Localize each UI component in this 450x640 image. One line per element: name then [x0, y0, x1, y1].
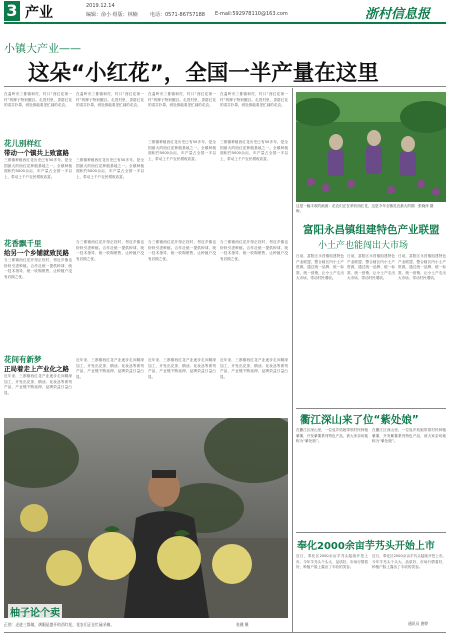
top-photo-author: 张晓萍 摄: [418, 204, 434, 208]
right1-body-col3: 日前，富阳区永昌镇组建特色产业联盟，整合辖区内小土产资源，通过统一品牌、统一标准、统一营销，让小土产走出大市场，带动村民增收。: [398, 254, 446, 281]
lead-intro-col3: 在温岭市三都镇和村，村口“西红花第一村”的牌子特别醒目。走进村里，香甜红花的清芬扑鼻，到处都能看见忙碌的花农。: [148, 92, 216, 108]
page-number: 3: [4, 1, 20, 21]
sub2-body-col4: 当三都镇西红花开得正旺时，邻近乡镇也纷纷引进种植。合作社统一提供种球、统一技术指导、统一收购销售，让种植户没有后顾之忧。: [220, 240, 288, 261]
right1-subtitle: 小土产也能闯出大市场: [318, 241, 409, 251]
header-phone: 电话：0571-86757188: [150, 12, 205, 18]
lead-headline: 这朵“小红花”，全国一半产量在这里: [28, 61, 379, 86]
sub3-body-col2: 近年来，三都镇西红花产业逐步走向精深加工，开发出花茶、精油、化妆品等系列产品，产业链不断延伸，品牌效益日益凸显。: [76, 358, 144, 379]
sub1-body-col3: 三都镇种植西红花历史已有50多年，是全国最大的西红花种植基地之一。全镇种植面积约5000余亩，年产量占全国一半以上，带动上千户农民增收致富。: [148, 140, 216, 161]
sub2-kicker: 花香飘千里: [4, 239, 42, 248]
sub1-kicker: 花儿别样红: [4, 139, 42, 148]
right1-body-col2: 日前，富阳区永昌镇组建特色产业联盟，整合辖区内小土产资源，通过统一品牌、统一标准、统一营销，让小土产走出大市场，带动村民增收。: [347, 254, 395, 281]
sub2-body-col1: 当三都镇西红花开得正旺时，邻近乡镇也纷纷引进种植。合作社统一提供种球、统一技术指导、统一收购销售，让种植户没有后顾之忧。: [4, 258, 72, 279]
header: [0, 0, 450, 22]
headline-divider: [4, 86, 446, 87]
sub3-body-col4: 近年来，三都镇西红花产业逐步走向精深加工，开发出花茶、精油、化妆品等系列产品，产业链不断延伸，品牌效益日益凸显。: [220, 358, 288, 379]
sub1-title: 带动一个镇共上致富路: [4, 149, 69, 157]
right3-body-col2: 近日，奉化区2000余亩芋艿头陆续开挖上市。今年芋艿头个头大、品质好，市场行情看好，种植户脸上露出了丰收的笑容。: [372, 554, 446, 570]
right3-body-col1: 近日，奉化区2000余亩芋艿头陆续开挖上市。今年芋艿头个头大、品质好，市场行情看好，种植户脸上露出了丰收的笑容。: [296, 554, 368, 570]
right3-title: 奉化2000余亩芋艿头开始上市: [297, 541, 435, 552]
sub3-body-col3: 近年来，三都镇西红花产业逐步走向精深加工，开发出花茶、精油、化妆品等系列产品，产业链不断延伸，品牌效益日益凸显。: [148, 358, 216, 379]
right2-body-col1: 在衢江区深山里，一位返乡姑娘带领村民种植紫薯，开发紫薯系列特色产品，被大家亲切地称为“紫处娘”。: [296, 428, 368, 444]
sub1-body-col4: 三都镇种植西红花历史已有50多年，是全国最大的西红花种植基地之一。全镇种植面积约5000余亩，年产量占全国一半以上，带动上千户农民增收致富。: [220, 140, 288, 161]
lead-intro-col2: 在温岭市三都镇和村，村口“西红花第一村”的牌子特别醒目。走进村里，香甜红花的清芬扑鼻，到处都能看见忙碌的花农。: [76, 92, 144, 108]
sub1-body-col2: 三都镇种植西红花历史已有50多年，是全国最大的西红花种植基地之一。全镇种植面积约5000余亩，年产量占全国一半以上，带动上千户农民增收致富。: [76, 158, 144, 179]
right3-rule: [296, 532, 446, 533]
right1-title: 富阳永昌镇组建特色产业联盟: [303, 224, 440, 236]
masthead-logo: 浙村信息报: [365, 7, 431, 22]
sub2-body-col2: 当三都镇西红花开得正旺时，邻近乡镇也纷纷引进种植。合作社统一提供种球、统一技术指导、统一收购销售，让种植户没有后顾之忧。: [76, 240, 144, 261]
lead-kicker: 小镇大产业——: [4, 42, 81, 55]
sub3-body-col1: 近年来，三都镇西红花产业逐步走向精深加工，开发出花茶、精油、化妆品等系列产品，产业链不断延伸，品牌效益日益凸显。: [4, 374, 72, 395]
orchard-photo: [4, 418, 288, 618]
lead-intro-col4: 在温岭市三都镇和村，村口“西红花第一村”的牌子特别醒目。走进村里，香甜红花的清芬扑鼻，到处都能看见忙碌的花农。: [220, 92, 288, 108]
right2-rule: [296, 408, 446, 409]
right2-body-col2: 在衢江区深山里，一位返乡姑娘带领村民种植紫薯，开发紫薯系列特色产品，被大家亲切地称为“紫处娘”。: [372, 428, 446, 444]
harvest-photo-art: [296, 92, 446, 202]
column-divider: [292, 88, 293, 632]
header-email: E-mail:592978110@163.com: [215, 11, 288, 17]
header-rule: [4, 22, 446, 24]
section-name: 产业: [25, 5, 53, 21]
sub3-kicker: 花间有新梦: [4, 355, 42, 364]
right2-title: 衢江深山来了位“紫处娘”: [300, 414, 419, 426]
header-date: 2019.12.14: [86, 3, 115, 9]
sub2-body-col3: 当三都镇西红花开得正旺时，邻近乡镇也纷纷引进种植。合作社统一提供种球、统一技术指导、统一收购销售，让种植户没有后顾之忧。: [148, 240, 216, 261]
left-photo-author: 张健 摄: [236, 622, 249, 627]
right1-body-col1: 日前，富阳区永昌镇组建特色产业联盟，整合辖区内小土产资源，通过统一品牌、统一标准、统一营销，让小土产走出大市场，带动村民增收。: [296, 254, 344, 281]
top-photo-caption: 这是一幅丰收的画面：花农们正在采收西红花，这是今年全镇花农最大的期盼。: [296, 204, 415, 213]
sub2-title: 给另一个乡铺就致民路: [4, 249, 69, 257]
lead-intro-col1: 在温岭市三都镇和村，村口“西红花第一村”的牌子特别醒目。走进村里，香甜红花的清芬扑鼻，到处都能看见忙碌的花农。: [4, 92, 72, 108]
header-editor: 编辑：俞小 组版：林楠: [86, 12, 138, 18]
left-photo-caption: 正图：走进三都镇，满眼是盛开的西红花，花农们正在忙碌采摘。: [4, 622, 115, 627]
sub3-title: 正局着走上产业化之路: [4, 365, 69, 373]
harvest-photo: [296, 92, 446, 202]
bottom-left-title: 柚子论个卖: [8, 604, 62, 619]
sub1-body-col1: 三都镇种植西红花历史已有50多年，是全国最大的西红花种植基地之一。全镇种植面积约5000余亩，年产量占全国一半以上，带动上千户农民增收致富。: [4, 158, 72, 179]
bottom-rule: [4, 632, 446, 633]
right3-author: 通讯员 唐婷: [408, 621, 429, 626]
orchard-photo-art: [4, 418, 288, 618]
